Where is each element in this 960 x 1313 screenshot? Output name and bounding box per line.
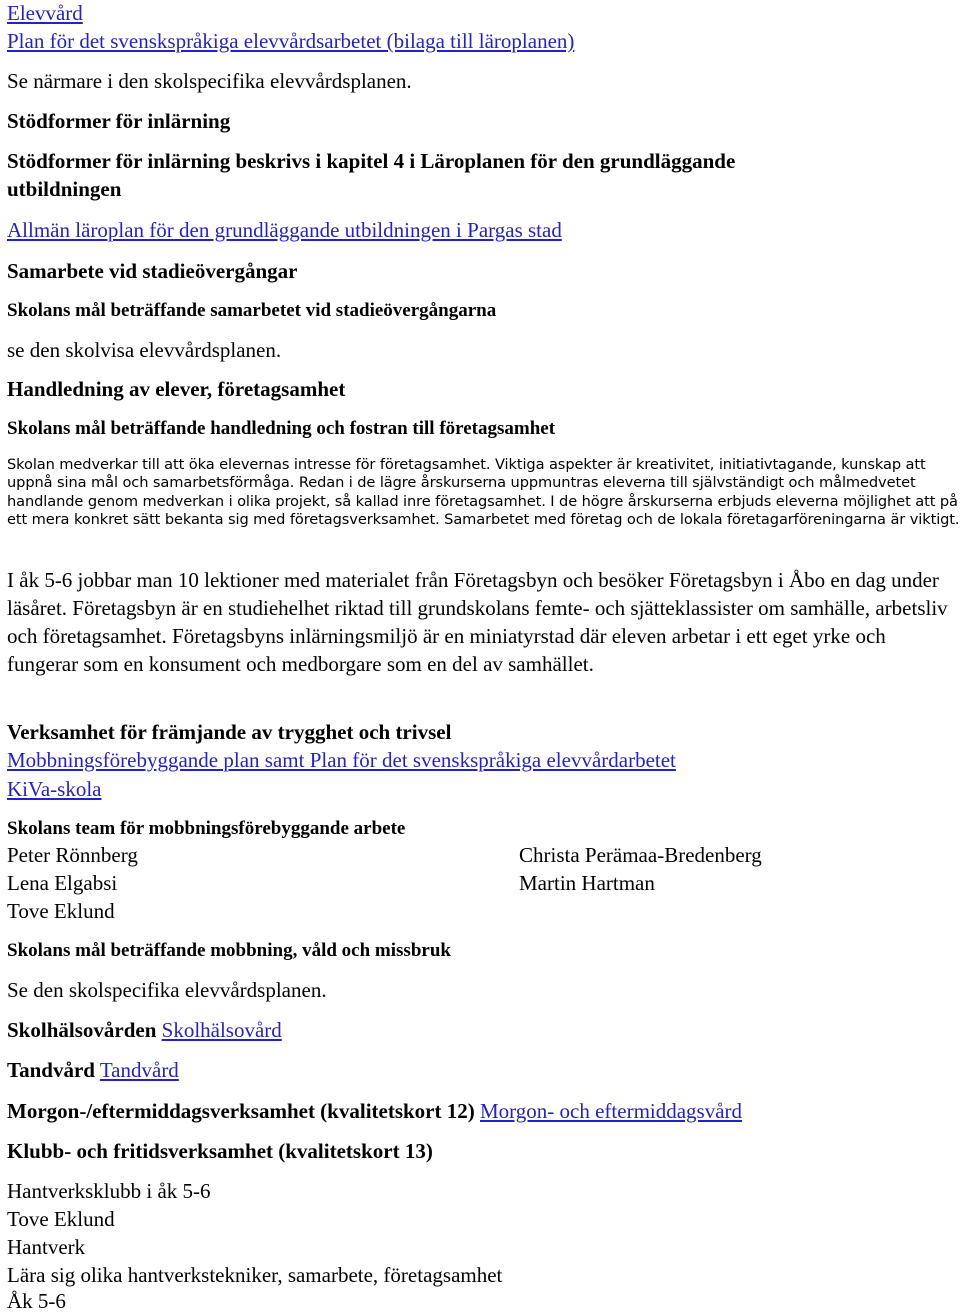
heading-tandvard: Tandvård bbox=[7, 1058, 95, 1082]
team-member: Christa Perämaa-Bredenberg bbox=[519, 843, 762, 867]
link-morgon-eftermiddagsvard[interactable]: Morgon- och eftermiddagsvård bbox=[480, 1099, 743, 1123]
link-mobbningsforebyggande-plan[interactable]: Mobbningsförebyggande plan samt Plan för det svenskspråkiga elevvårdarbetet bbox=[7, 748, 676, 772]
klubb-line: Hantverk bbox=[7, 1235, 86, 1259]
heading-verksamhet-trygghet: Verksamhet för främjande av trygghet och trivsel bbox=[7, 720, 452, 744]
heading-stodformer-desc-2: utbildningen bbox=[7, 177, 122, 201]
heading-klubb-fritid: Klubb- och fritidsverksamhet (kvalitetskort 13) bbox=[7, 1139, 433, 1163]
link-kiva-skola[interactable]: KiVa-skola bbox=[7, 777, 102, 801]
team-member: Martin Hartman bbox=[519, 871, 655, 895]
heading-handledning: Handledning av elever, företagsamhet bbox=[7, 377, 346, 401]
heading-morgon-eftermiddag: Morgon-/eftermiddagsverksamhet (kvalitetskort 12) bbox=[7, 1099, 475, 1123]
klubb-line: Åk 5-6 bbox=[7, 1289, 66, 1313]
row-skolhalsovarden bbox=[7, 1020, 282, 1041]
heading-skolans-mal-stadie: Skolans mål beträffande samarbetet vid stadieövergångarna bbox=[7, 300, 497, 321]
link-tandvard[interactable]: Tandvård bbox=[99, 1058, 179, 1082]
klubb-line: Hantverksklubb i åk 5-6 bbox=[7, 1179, 211, 1203]
heading-samarbete: Samarbete vid stadieövergångar bbox=[7, 259, 298, 283]
klubb-line: Tove Eklund bbox=[7, 1207, 115, 1231]
row-morgon-eftermiddag bbox=[7, 1101, 742, 1122]
text-se-narmare: Se närmare i den skolspecifika elevvårdsplanen. bbox=[7, 69, 412, 93]
paragraph-foretagsamhet: Skolan medverkar till att öka elevernas intresse för företagsamhet. Viktiga aspekter är kreativitet, initiativtagande, kunskap att uppnå sina mål och samarbetsförmåga. Redan i de lägre årskurserna uppmuntras eleverna till självständigt och målmedvetet handlande genom medverkan i olika projekt, så kallad inre företagsamhet. I de högre årskurserna erbjuds eleverna möjlighet att på ett mera konkret sätt bekanta sig med företagsverksamhet. Samarbetet med företag och de lokala företagarföreningarna är viktigt. bbox=[7, 456, 960, 528]
text-se-skolspecifika: Se den skolspecifika elevvårdsplanen. bbox=[7, 978, 327, 1002]
link-elevvard[interactable]: Elevvård bbox=[7, 1, 83, 25]
heading-team-mobbning: Skolans team för mobbningsförebyggande arbete bbox=[7, 818, 406, 839]
heading-stodformer-desc-1: Stödformer för inlärning beskrivs i kapitel 4 i Läroplanen för den grundläggande bbox=[7, 149, 736, 173]
team-member: Peter Rönnberg bbox=[7, 843, 138, 867]
heading-stodformer: Stödformer för inlärning bbox=[7, 109, 231, 133]
paragraph-foretagsbyn: I åk 5-6 jobbar man 10 lektioner med materialet från Företagsbyn och besöker Företagsbyn i Åbo en dag under läsåret. Företagsbyn är en studiehelhet riktad till grundskolans femte- och sjätteklassister om samhälle, arbetsliv och företagsamhet. Företagsbyns inlärningsmiljö är en miniatyrstad där eleven arbetar i ett eget yrke och fungerar som en konsument och medborgare som en del av samhället. bbox=[7, 568, 948, 676]
team-member: Tove Eklund bbox=[7, 899, 115, 923]
text-se-skolvisa: se den skolvisa elevvårdsplanen. bbox=[7, 338, 282, 362]
row-tandvard bbox=[7, 1060, 179, 1081]
heading-skolans-mal-handledning: Skolans mål beträffande handledning och fostran till företagsamhet bbox=[7, 418, 556, 439]
heading-skolans-mal-mobbning: Skolans mål beträffande mobbning, våld och missbruk bbox=[7, 940, 451, 961]
link-plan-svensksprakiga[interactable]: Plan för det svenskspråkiga elevvårdsarbetet (bilaga till läroplanen) bbox=[7, 29, 575, 53]
team-member: Lena Elgabsi bbox=[7, 871, 118, 895]
link-skolhalsovard[interactable]: Skolhälsovård bbox=[161, 1018, 282, 1042]
link-allman-laroplan[interactable]: Allmän läroplan för den grundläggande utbildningen i Pargas stad bbox=[7, 218, 562, 242]
klubb-line: Lära sig olika hantverkstekniker, samarbete, företagsamhet bbox=[7, 1263, 503, 1287]
heading-skolhalsovarden: Skolhälsovården bbox=[7, 1018, 157, 1042]
